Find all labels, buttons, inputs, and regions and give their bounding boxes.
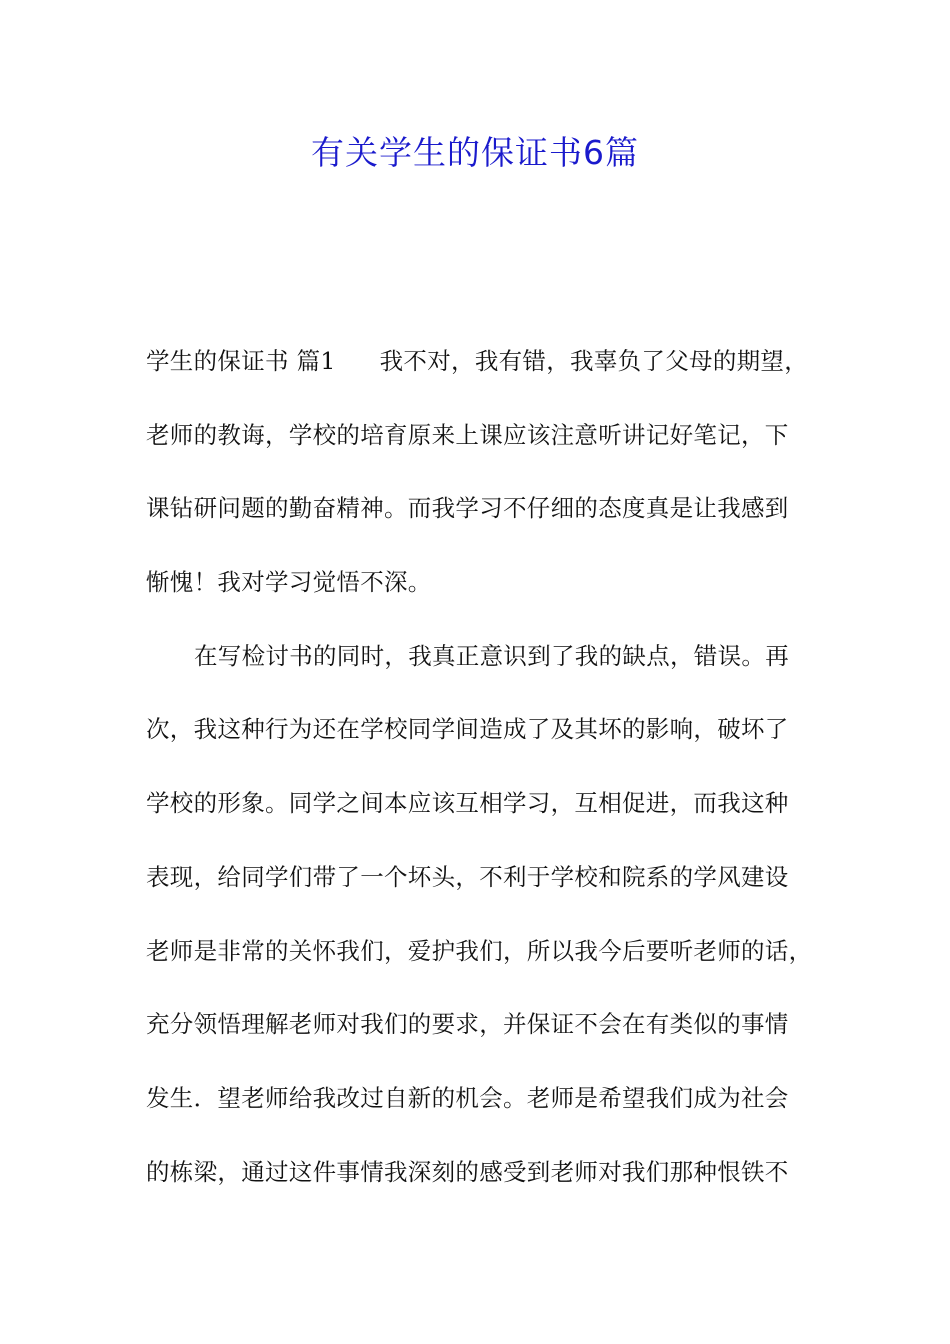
paragraph-line: 老师的教诲，学校的培育原来上课应该注意听讲记好笔记，下 <box>146 420 789 449</box>
line-text: 我不对，我有错，我辜负了父母的期望， <box>379 347 809 375</box>
paragraph-line: 的栋梁，通过这件事情我深刻的感受到老师对我们那种恨铁不 <box>146 1157 789 1186</box>
paragraph-line: 表现，给同学们带了一个坏头，不利于学校和院系的学风建设 <box>146 862 789 891</box>
paragraph-line: 发生．望老师给我改过自新的机会。老师是希望我们成为社会 <box>146 1083 789 1112</box>
section-label: 学生的保证书 篇1 <box>146 347 336 375</box>
document-body <box>146 336 816 1220</box>
paragraph-line <box>146 336 816 410</box>
document-title: 有关学生的保证书6篇 <box>311 133 639 172</box>
paragraph-line: 学校的形象。同学之间本应该互相学习，互相促进，而我这种 <box>146 789 789 818</box>
paragraph-line: 次，我这种行为还在学校同学间造成了及其坏的影响，破坏了 <box>146 715 789 744</box>
paragraph-line: 惭愧！我对学习觉悟不深。 <box>146 568 432 597</box>
paragraph-line: 在写检讨书的同时，我真正意识到了我的缺点，错误。再 <box>194 641 789 670</box>
paragraph-line: 老师是非常的关怀我们，爱护我们，所以我今后要听老师的话， <box>146 936 813 965</box>
paragraph-line: 课钻研问题的勤奋精神。而我学习不仔细的态度真是让我感到 <box>146 494 789 523</box>
paragraph-line: 充分领悟理解老师对我们的要求，并保证不会在有类似的事情 <box>146 1010 789 1039</box>
